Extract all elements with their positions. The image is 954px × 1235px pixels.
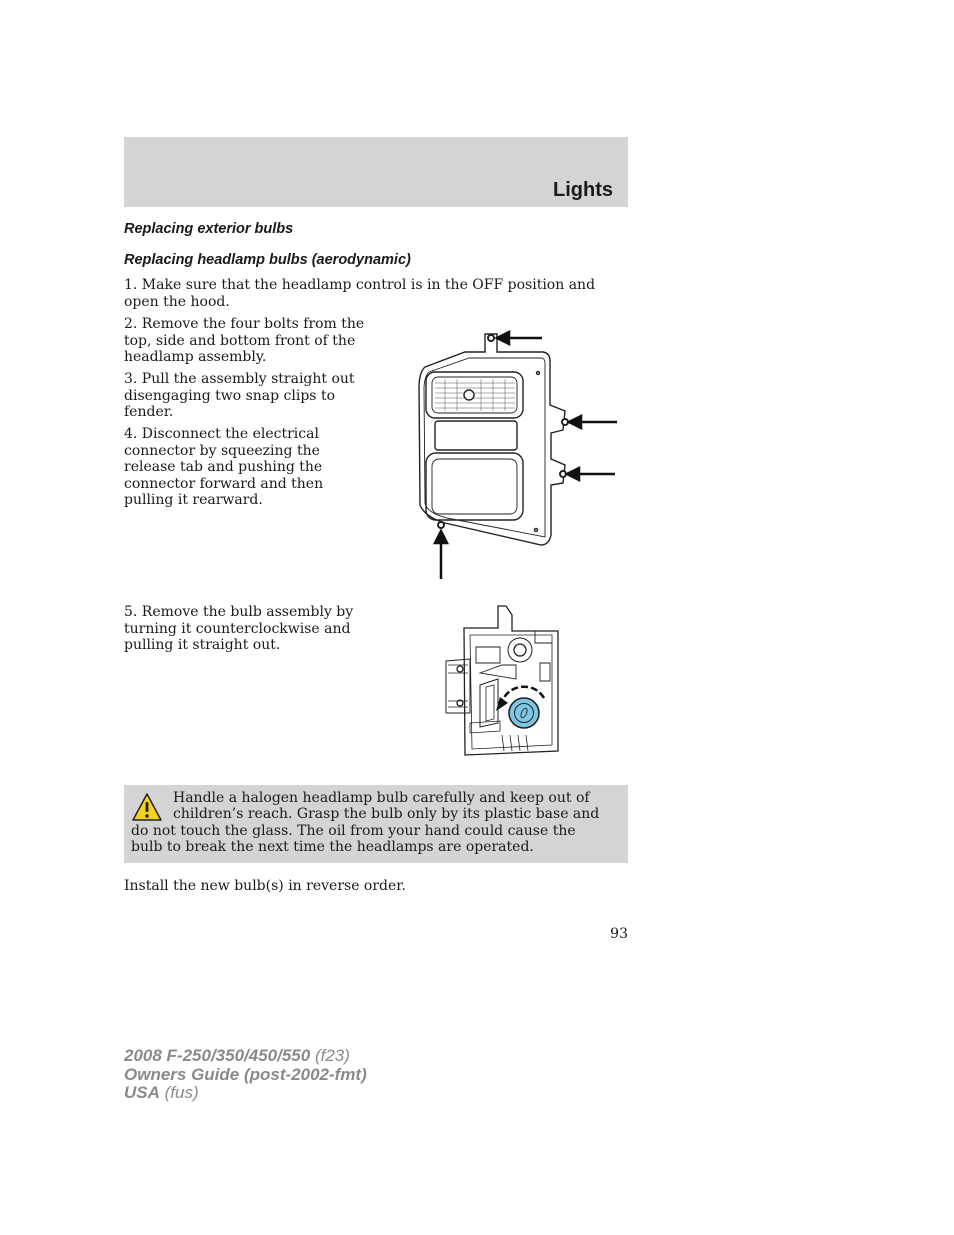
bolt-top — [488, 335, 494, 341]
document-footer — [124, 1047, 367, 1103]
bolt-bottom — [438, 522, 444, 528]
middle-lens-strip — [435, 421, 517, 450]
lower-lamp-lens — [426, 453, 523, 520]
footer-market: USA — [124, 1083, 160, 1102]
step-2: 2. Remove the four bolts from the top, side and bottom front of the headlamp assembly. — [124, 316, 365, 365]
footer-model: 2008 F-250/350/450/550 — [124, 1046, 311, 1065]
step-5: 5. Remove the bulb assembly by turning it counterclockwise and pulling it straight out. — [124, 604, 354, 653]
heading-replacing-exterior-bulbs: Replacing exterior bulbs — [124, 221, 294, 237]
page-number: 93 — [610, 926, 628, 942]
step-1: 1. Make sure that the headlamp control is in the OFF position and open the hood. — [124, 277, 596, 310]
section-title: Lights — [553, 179, 613, 201]
step-3: 3. Pull the assembly straight out disengaging two snap clips to fender. — [124, 371, 355, 420]
footer-model-code: (f23) — [314, 1046, 350, 1065]
section-header-band — [124, 137, 628, 207]
bulb-removal-illustration — [440, 603, 570, 763]
warning-text: Handle a halogen headlamp bulb carefully and keep out of children’s reach. Grasp the bulb only by its plastic base and do not touch the glass. The oil from your hand could cause the bulb to break the next time the headlamps are operated. — [131, 790, 600, 856]
footer-market-code: (fus) — [164, 1083, 199, 1102]
headlamp-assembly-illustration — [405, 325, 625, 585]
bulb-socket-highlight — [509, 698, 539, 728]
headlamp-housing-outline — [419, 334, 565, 545]
warning-callout — [124, 785, 628, 863]
step-4: 4. Disconnect the electrical connector by squeezing the release tab and pushing the connector forward and then pulling it rearward. — [124, 426, 324, 508]
closing-instruction: Install the new bulb(s) in reverse order. — [124, 878, 406, 894]
footer-guide: Owners Guide (post-2002-fmt) — [124, 1064, 367, 1084]
heading-headlamp-aerodynamic: Replacing headlamp bulbs (aerodynamic) — [124, 252, 411, 268]
